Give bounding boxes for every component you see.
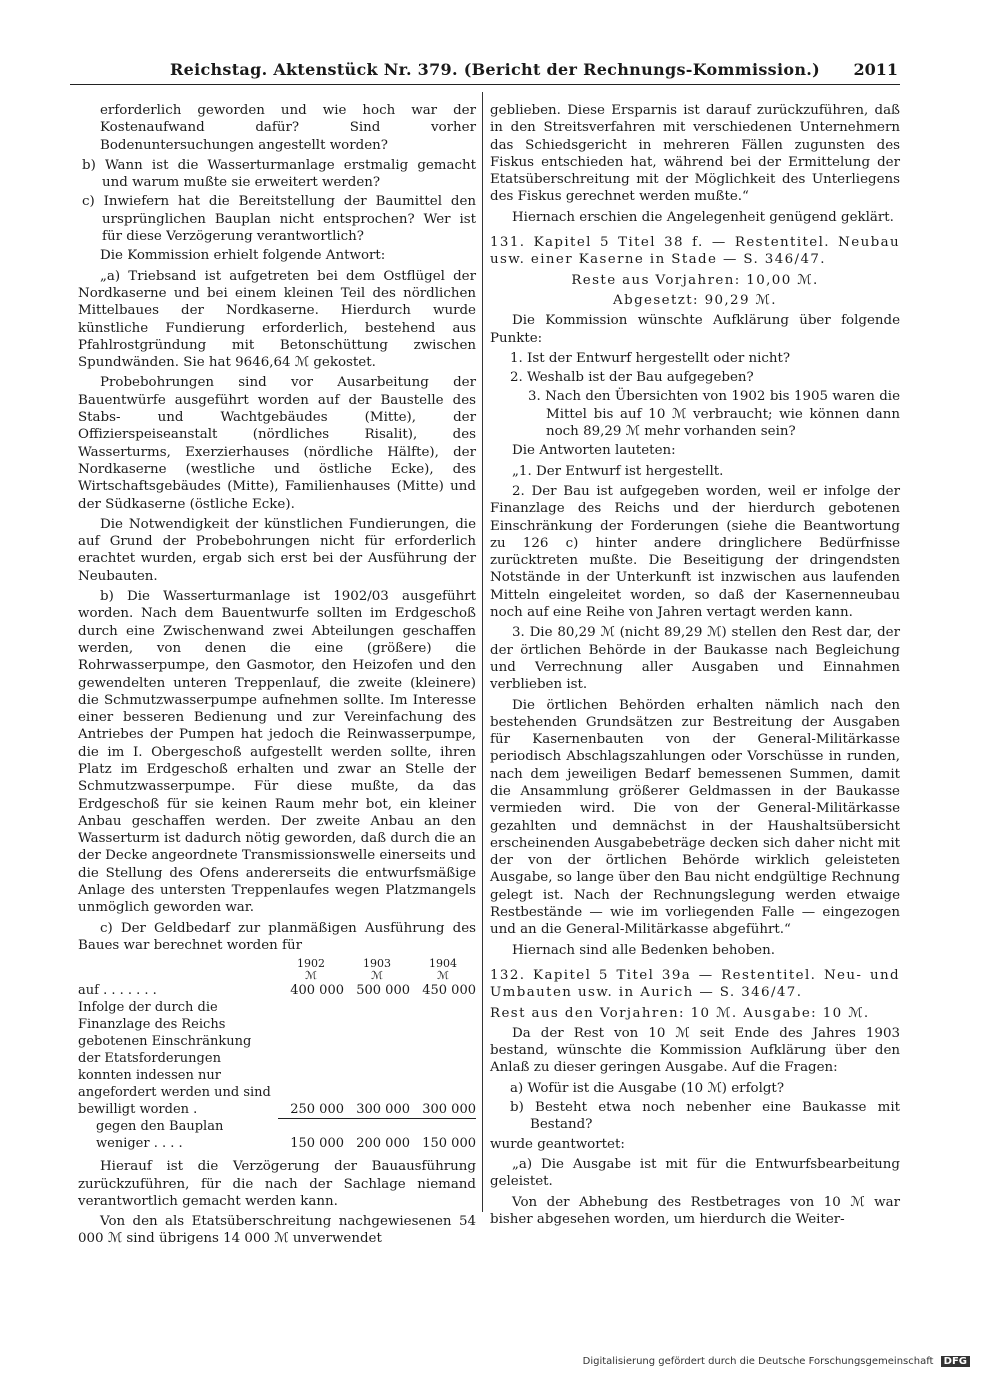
question-2: 2. Weshalb ist der Bau aufgegeben? — [510, 370, 754, 386]
budget-table — [78, 958, 476, 1152]
table-cell: 250 000 — [278, 999, 344, 1118]
question-1: 1. Ist der Entwurf hergestellt oder nicht? — [510, 350, 791, 366]
table-cell: 500 000 — [356, 983, 410, 999]
question-3: 3. Nach den Übersichten von 1902 bis 1905 waren die Mittel bis auf 10 ℳ verbraucht; wie können dann noch 89,29 ℳ mehr vorhanden sein? — [528, 389, 900, 440]
currency-unit: ℳ — [305, 969, 317, 983]
table-cell: 200 000 — [356, 1136, 410, 1152]
paragraph: Hiernach erschien die Angelegenheit genügend geklärt. — [512, 209, 894, 225]
section-heading-132: 132. Kapitel 5 Titel 39a — Restentitel. Neu- und Umbauten usw. in Aurich — S. 346/47. — [490, 967, 900, 1001]
rest-ausgabe-line: Rest aus den Vorjahren: 10 ℳ. Ausgabe: 10 ℳ. — [490, 1005, 870, 1021]
section-heading-131: 131. Kapitel 5 Titel 38 f. — Restentitel. Neubau usw. einer Kaserne in Stade — S. 346/47. — [490, 235, 900, 268]
table-cell: 300 000 — [344, 999, 410, 1118]
question-b: b) Besteht etwa noch nebenher eine Baukasse mit Bestand? — [510, 1100, 900, 1133]
dfg-logo: DFG — [941, 1356, 970, 1367]
table-row — [78, 1118, 476, 1152]
year-header: 1902 — [297, 957, 325, 971]
answer-1: „1. Der Entwurf ist hergestellt. — [512, 463, 724, 479]
row-label: auf . . . . . . . — [78, 983, 157, 999]
paragraph: Hierauf ist die Verzögerung der Bauausführung zurückzuführen, für die nach der Sachlage niemand verantwortlich gemacht werden kann. — [78, 1159, 476, 1209]
currency-unit: ℳ — [437, 969, 449, 983]
row-label: Infolge der durch die Finanzlage des Reichs gebotenen Einschränkung der Etatsforderungen konnten indessen nur angefordert werden und sind bewilligt worden . — [78, 1000, 271, 1118]
page-header — [70, 58, 900, 85]
abgesetzt-line: Abgesetzt: 90,29 ℳ. — [613, 292, 777, 308]
paragraph: Die Notwendigkeit der künstlichen Fundierungen, die auf Grund der Probebohrungen nicht für erforderlich erachtet wurden, ergab sich erst bei der Ausführung der Neubauten. — [78, 516, 476, 584]
year-header: 1903 — [363, 957, 391, 971]
answer-2: 2. Der Bau ist aufgegeben worden, weil er infolge der Finanzlage des Reichs und der hierdurch gebotenen Einschränkung der Forderungen (siehe die Beantwortung zu 126 c) hinter andere dringlichere Bedürfnisse zurücktreten mußte. Die Beseitigung der dringendsten Notstände in der Unterkunft ist inzwischen aus laufenden Mitteln eingeleitet worden, so daß der Kasernenneubau noch auf eine Reihe von Jahren vertagt werden kann. — [490, 483, 900, 621]
paragraph: „a) Triebsand ist aufgetreten bei dem Ostflügel der Nordkaserne und bei einem kleinen Teil des nördlichen Mittelbaues der Nordkaserne. Hierdurch wurde künstliche Fundierung erforderlich, bestehend aus Pfahlrostgründung mit Betonschüttung zwischen Spundwänden. Sie hat 9646,64 ℳ gekostet. — [78, 268, 476, 371]
question-a: a) Wofür ist die Ausgabe (10 ℳ) erfolgt? — [510, 1080, 784, 1096]
year-header: 1904 — [429, 957, 457, 971]
paragraph: Von der Abhebung des Restbetrages von 10 ℳ war bisher abgesehen worden, um hierdurch die Weiter- — [490, 1194, 900, 1227]
paragraph: Hiernach sind alle Bedenken behoben. — [512, 942, 775, 958]
credit-text: Digitalisierung gefördert durch die Deutsche Forschungsgemeinschaft — [582, 1356, 934, 1367]
table-cell: 150 000 — [290, 1136, 344, 1152]
reste-line: Reste aus Vorjahren: 10,00 ℳ. — [571, 272, 819, 288]
table-cell: 450 000 — [422, 983, 476, 999]
paragraph: b) Die Wasserturmanlage ist 1902/03 ausgeführt worden. Nach dem Bauentwurfe sollten im Erdgeschoß durch eine Zwischenwand zwei Abteilungen geschaffen werden, von denen die eine (größere) die Rohrwasserpumpe, den Gasmotor, den Heizofen und den gewendelten unteren Treppenlauf, die zweite (kleinere) die Schmutzwasserpumpe aufnehmen sollte. Im Interesse einer besseren Bedienung und zur Vereinfachung des Antriebes der Pumpen hat jedoch die Reinwasserpumpe, die im I. Obergeschoß aufgestellt werden sollte, ihren Platz im Erdgeschoß erhalten und zwar an Stelle der Schmutzwasserpumpe. Für diese mußte, da das Erdgeschoß für sie keinen Raum mehr bot, ein kleiner Anbau geschaffen werden. Der zweite Anbau an den Wasserturm ist dadurch nötig geworden, daß durch die an der Decke angeordnete Transmissionswelle einerseits und die Stellung des Ofens andererseits die entwurfsmäßige Anlage des untersten Treppenlaufes wegen Platzmangels unmöglich geworden war. — [78, 589, 476, 916]
paragraph: Die Antworten lauteten: — [512, 443, 676, 459]
paragraph: Probebohrungen sind vor Ausarbeitung der Bauentwürfe ausgeführt worden auf der Baustelle des Stabs- und Wachtgebäudes (Mitte), der Offizierspeiseanstalt (nördliches Risalit), des Wasserturms, Exerzierhauses (nördliche Hälfte), der Nordkaserne (westliche und östliche Ecke), des Wirtschaftsgebäudes (Mitte), Familienhauses (Mitte) und der Südkaserne (östliche Ecke). — [78, 375, 476, 512]
running-title: Reichstag. Aktenstück Nr. 379. (Bericht der Rechnungs-Kommission.) — [170, 60, 820, 79]
table-header-row — [78, 958, 476, 982]
paragraph: wurde geantwortet: — [490, 1136, 625, 1152]
paragraph: Da der Rest von 10 ℳ seit Ende des Jahres 1903 bestand, wünschte die Kommission Aufklärung über den Anlaß zu dieser geringen Ausgabe. Auf die Fragen: — [490, 1025, 900, 1076]
paragraph: erforderlich geworden und wie hoch war der Kostenaufwand dafür? Sind vorher Bodenuntersuchungen angestellt worden? — [100, 103, 476, 153]
row-label: gegen den Bauplan weniger . . . . — [96, 1119, 224, 1152]
left-column — [78, 102, 476, 1251]
question-b: b) Wann ist die Wasserturmanlage erstmalig gemacht und warum mußte sie erweitert werden? — [82, 157, 476, 191]
table-row — [78, 982, 476, 999]
paragraph: Die Kommission wünschte Aufklärung über folgende Punkte: — [490, 313, 900, 346]
right-column — [490, 102, 900, 1231]
table-cell: 400 000 — [290, 983, 344, 999]
paragraph: c) Der Geldbedarf zur planmäßigen Ausführung des Baues war berechnet worden für — [78, 920, 476, 953]
answer-a: „a) Die Ausgabe ist mit für die Entwurfsbearbeitung geleistet. — [490, 1156, 900, 1190]
paragraph: Die örtlichen Behörden erhalten nämlich nach den bestehenden Grundsätzen zur Bestreitung der Ausgaben für Kasernenbauten von der General-Militärkasse periodisch Abschlagszahlungen oder Vorschüsse in runden, nach dem jeweiligen Bedarf bemessenen Summen, damit die Ansammlung größerer Geldmassen in der Baukasse vermieden wird. Die von der General-Militärkasse gezahlten und demnächst in der Haushaltsübersicht erscheinenden Ausgabebeträge decken sich daher nicht mit der von der örtlichen Behörde wirklich geleisteten Ausgabe, so lange über den Bau nicht endgültige Rechnung gelegt ist. Nach der Rechnungslegung werden etwaige Restbestände — wie im vorliegenden Falle — eingezogen und an die General-Militärkasse abgeführt.“ — [490, 697, 900, 938]
question-c: c) Inwiefern hat die Bereitstellung der Baumittel den ursprünglichen Bauplan nicht entsprochen? Wer ist für diese Verzögerung verantwortlich? — [82, 194, 476, 245]
table-row — [78, 999, 476, 1118]
column-divider — [482, 92, 483, 1212]
answer-3: 3. Die 80,29 ℳ (nicht 89,29 ℳ) stellen den Rest dar, der der örtlichen Behörde in der Baukasse nach Begleichung und Verrechnung aller Ausgaben und Einnahmen verblieben ist. — [490, 625, 900, 693]
paragraph: Die Kommission erhielt folgende Antwort: — [100, 248, 386, 264]
paragraph: geblieben. Diese Ersparnis ist darauf zurückzuführen, daß in den Streitsverfahren mit verschiedenen Unternehmern das Schiedsgericht in mehreren Fällen zugunsten des Fiskus entschieden hat, während bei der Ermittelung der Etatsüberschreitung mit der Möglichkeit des Unterliegens des Fiskus gerechnet werden mußte.“ — [490, 103, 900, 205]
currency-unit: ℳ — [371, 969, 383, 983]
paragraph: Von den als Etatsüberschreitung nachgewiesenen 54 000 ℳ sind übrigens 14 000 ℳ unverwendet — [78, 1214, 476, 1247]
digitization-credit — [583, 1356, 970, 1367]
page-number: 2011 — [853, 60, 898, 79]
table-cell: 150 000 — [422, 1136, 476, 1152]
table-cell: 300 000 — [410, 999, 476, 1118]
